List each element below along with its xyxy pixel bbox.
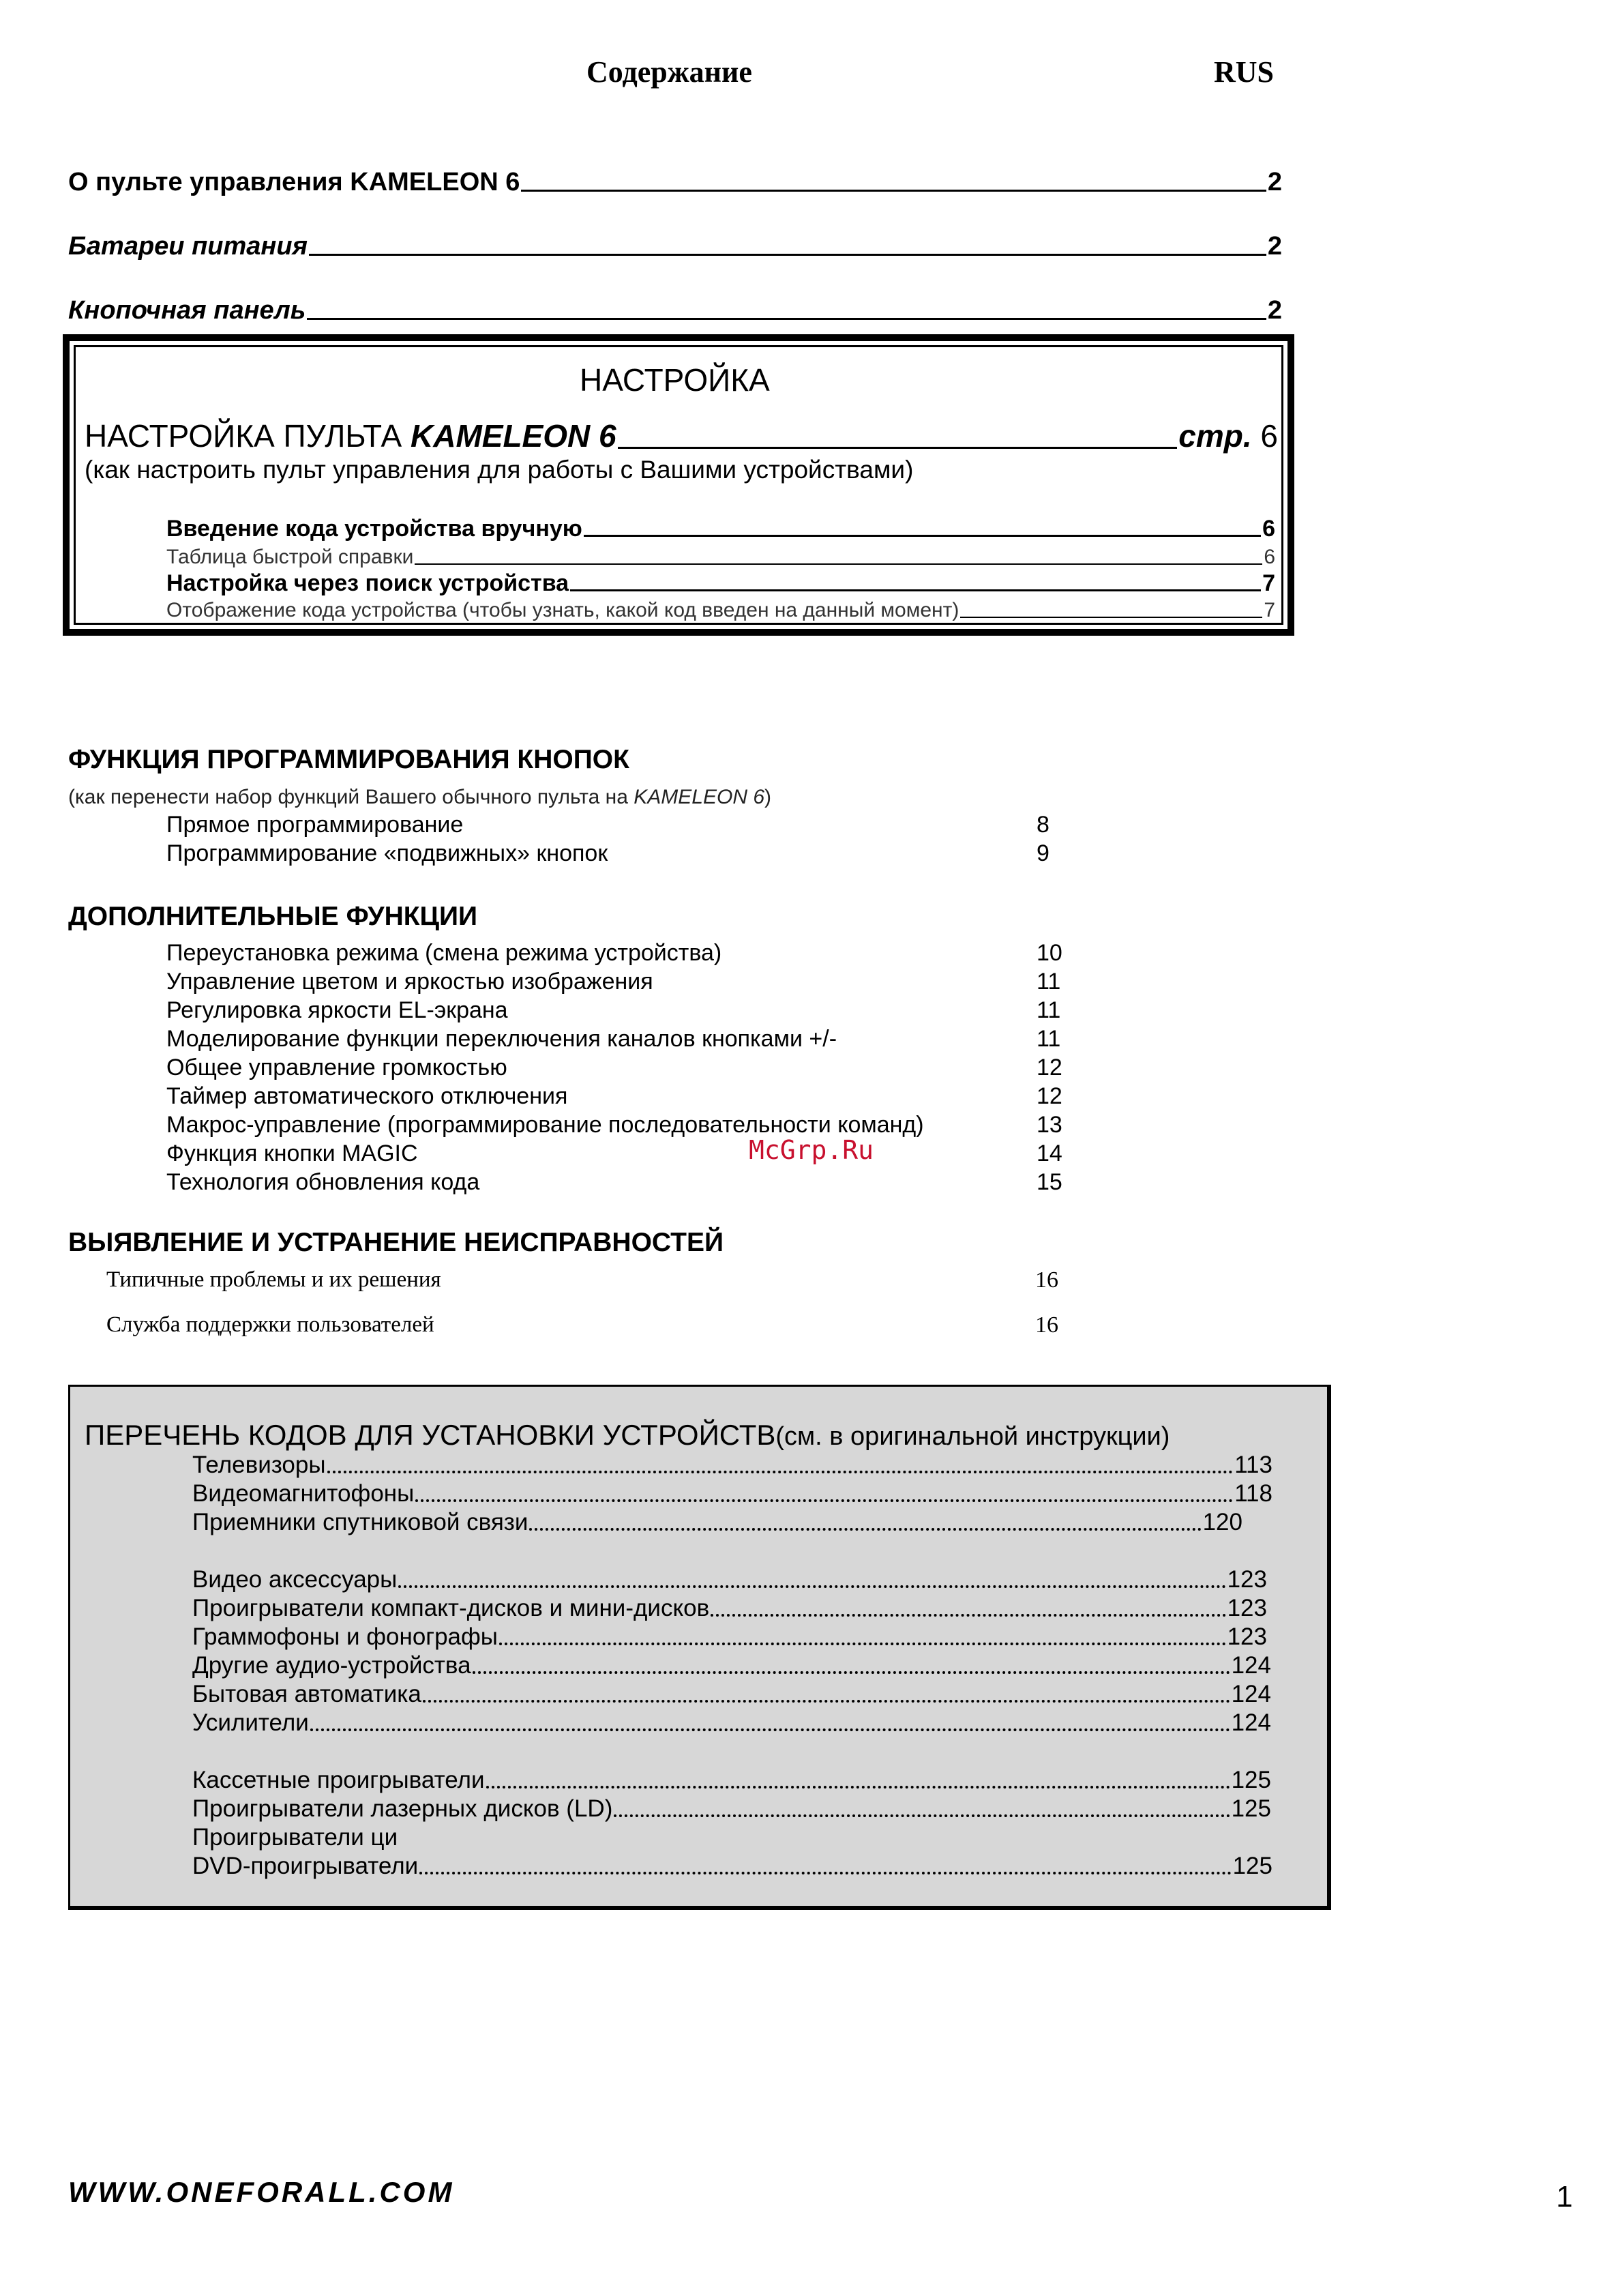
extra-item: Переустановка режима (смена режима устройства) — [166, 940, 722, 966]
toc-entry-page: 2 — [1267, 296, 1282, 325]
code-list-item — [192, 1566, 1267, 1593]
footer-page-number: 1 — [1556, 2180, 1573, 2213]
extra-item-page: 10 — [1037, 940, 1062, 966]
setup-main-page — [1178, 417, 1278, 454]
extra-item-page: 11 — [1037, 997, 1061, 1023]
setup-item — [166, 546, 1275, 569]
toc-entry-page: 2 — [1267, 168, 1282, 196]
code-item-text: Граммофоны и фонографы — [192, 1623, 498, 1650]
troubleshooting-item: Служба поддержки пользователей — [106, 1312, 434, 1337]
toc-entry-text: Кнопочная панель — [68, 296, 306, 325]
setup-item-text: Отображение кода устройства (чтобы узнать, какой код введен на данный момент) — [166, 599, 959, 621]
setup-page-number: 6 — [1260, 418, 1278, 454]
dot-leader — [499, 1643, 1226, 1645]
dot-leader — [711, 1614, 1225, 1617]
language-label: RUS — [1214, 55, 1275, 89]
code-item-page: 123 — [1227, 1623, 1267, 1650]
programming-note-suffix: ) — [764, 786, 771, 808]
programming-note-brand: KAMELEON 6 — [634, 786, 764, 808]
extra-item: Общее управление громкостью — [166, 1055, 507, 1080]
code-item-page: 113 — [1234, 1452, 1272, 1478]
extra-item: Функция кнопки MAGIC — [166, 1140, 418, 1166]
code-item-text: Телевизоры — [192, 1452, 326, 1478]
troubleshooting-item: Типичные проблемы и их решения — [106, 1267, 441, 1292]
extra-item-page: 11 — [1037, 969, 1061, 995]
codes-title-main: ПЕРЕЧЕНЬ КОДОВ ДЛЯ УСТАНОВКИ УСТРОЙСТВ — [85, 1419, 776, 1451]
code-item-page: 125 — [1231, 1767, 1271, 1793]
extra-item-page: 15 — [1037, 1169, 1062, 1195]
toc-entry-keypad — [68, 296, 1282, 325]
dot-leader — [398, 1585, 1225, 1588]
section-heading-programming: ФУНКЦИЯ ПРОГРАММИРОВАНИЯ КНОПОК — [68, 745, 629, 774]
code-item-text: Видеомагнитофоны — [192, 1480, 415, 1507]
extra-item: Таймер автоматического отключения — [166, 1083, 568, 1109]
setup-item — [166, 599, 1275, 622]
setup-main-brand: KAMELEON 6 — [411, 418, 616, 454]
code-item-text: DVD-проигрыватели — [192, 1853, 419, 1879]
dot-leader — [486, 1786, 1230, 1789]
setup-main-text — [85, 417, 616, 454]
setup-heading: НАСТРОЙКА — [580, 362, 770, 398]
setup-item-text: Таблица быстрой справки — [166, 546, 414, 568]
page-title: Содержание — [586, 55, 752, 89]
code-item-page: 125 — [1231, 1795, 1271, 1822]
extra-item: Управление цветом и яркостью изображения — [166, 969, 653, 995]
dot-leader — [415, 1499, 1233, 1502]
toc-entry-text: Батареи питания — [68, 232, 308, 261]
section-heading-troubleshooting: ВЫЯВЛЕНИЕ И УСТРАНЕНИЕ НЕИСПРАВНОСТЕЙ — [68, 1228, 724, 1257]
toc-entry-about — [68, 168, 1282, 197]
code-list-item — [192, 1853, 1272, 1880]
code-list-item — [192, 1767, 1271, 1794]
codes-title — [85, 1419, 1170, 1452]
setup-item-page: 7 — [1262, 570, 1275, 596]
code-item-text: Бытовая автоматика — [192, 1681, 421, 1707]
leader-line — [309, 254, 1266, 256]
toc-entry-text: О пульте управления KAMELEON 6 — [68, 168, 520, 196]
troubleshooting-item-page: 16 — [1035, 1312, 1058, 1338]
setup-item-page: 7 — [1264, 599, 1275, 621]
setup-subtitle: (как настроить пульт управления для работы с Вашими устройствами) — [85, 456, 914, 484]
code-list-item — [192, 1652, 1271, 1679]
dot-leader — [327, 1471, 1234, 1473]
code-item-text: Проигрыватели лазерных дисков (LD) — [192, 1795, 613, 1822]
extra-item: Макрос-управление (программирование последовательности команд) — [166, 1112, 924, 1138]
extra-item-page: 13 — [1037, 1112, 1062, 1138]
dot-leader — [529, 1528, 1201, 1531]
section-heading-extra: ДОПОЛНИТЕЛЬНЫЕ ФУНКЦИИ — [68, 902, 478, 931]
code-item-page: 118 — [1234, 1480, 1272, 1507]
troubleshooting-item-page: 16 — [1035, 1267, 1058, 1293]
programming-item: Программирование «подвижных» кнопок — [166, 840, 608, 866]
toc-entry-batteries — [68, 232, 1282, 261]
code-list-item — [192, 1480, 1272, 1507]
setup-item — [166, 516, 1275, 542]
setup-item — [166, 570, 1275, 597]
setup-item-text: Введение кода устройства вручную — [166, 516, 582, 542]
extra-item: Моделирование функции переключения каналов кнопками +/- — [166, 1026, 837, 1052]
code-list-item-text-only: Проигрыватели ци — [192, 1824, 398, 1851]
setup-item-text: Настройка через поиск устройства — [166, 570, 569, 596]
code-list-item — [192, 1709, 1271, 1737]
code-item-text: Усилители — [192, 1709, 309, 1736]
code-list-item — [192, 1595, 1267, 1622]
leader-line — [415, 563, 1262, 565]
code-list-item — [192, 1452, 1272, 1479]
dot-leader — [310, 1728, 1230, 1731]
extra-item-page: 12 — [1037, 1083, 1062, 1109]
code-item-page: 124 — [1231, 1652, 1271, 1679]
dot-leader — [423, 1700, 1230, 1703]
code-item-text: Приемники спутниковой связи — [192, 1509, 528, 1535]
footer-website-link[interactable]: WWW.ONEFORALL.COM — [68, 2176, 455, 2208]
leader-line — [960, 617, 1262, 618]
leader-line — [307, 318, 1266, 320]
code-list-item — [192, 1623, 1267, 1651]
code-item-text: Видео аксессуары — [192, 1566, 398, 1593]
toc-entry-page: 2 — [1267, 232, 1282, 261]
code-list-item — [192, 1509, 1242, 1536]
setup-item-page: 6 — [1262, 516, 1275, 542]
code-item-page: 123 — [1227, 1566, 1267, 1593]
programming-note — [68, 786, 771, 809]
extra-item: Технология обновления кода — [166, 1169, 480, 1195]
code-item-page: 124 — [1231, 1681, 1271, 1707]
code-item-text: Другие аудио-устройства — [192, 1652, 471, 1679]
code-item-page: 124 — [1231, 1709, 1271, 1736]
dot-leader — [419, 1872, 1231, 1874]
code-item-page: 120 — [1202, 1509, 1242, 1535]
code-list-item — [192, 1795, 1271, 1823]
setup-page-label: стр. — [1178, 418, 1252, 454]
extra-item: Регулировка яркости EL-экрана — [166, 997, 508, 1023]
leader-line — [570, 589, 1261, 591]
programming-note-prefix: (как перенести набор функций Вашего обычного пульта на — [68, 786, 634, 808]
code-item-text: Кассетные проигрыватели — [192, 1767, 485, 1793]
programming-item: Прямое программирование — [166, 812, 464, 838]
programming-item-page: 9 — [1037, 840, 1049, 866]
code-item-page: 125 — [1232, 1853, 1272, 1879]
leader-line — [584, 535, 1261, 537]
code-item-text: Проигрыватели компакт-дисков и мини-дисков — [192, 1595, 710, 1621]
extra-item-page: 11 — [1037, 1026, 1061, 1052]
setup-main-prefix: НАСТРОЙКА ПУЛЬТА — [85, 418, 411, 454]
watermark-text: McGrp.Ru — [749, 1135, 874, 1165]
setup-main-entry — [85, 417, 1278, 454]
dot-leader — [473, 1671, 1230, 1674]
extra-item-page: 12 — [1037, 1055, 1062, 1080]
codes-title-note: (см. в оригинальной инструкции) — [775, 1422, 1170, 1451]
leader-line — [618, 447, 1178, 449]
extra-item-page: 14 — [1037, 1140, 1062, 1166]
code-item-page: 123 — [1227, 1595, 1267, 1621]
leader-line — [521, 190, 1266, 192]
setup-item-page: 6 — [1264, 546, 1275, 568]
dot-leader — [614, 1814, 1230, 1817]
code-list-item — [192, 1681, 1271, 1708]
programming-item-page: 8 — [1037, 812, 1049, 838]
